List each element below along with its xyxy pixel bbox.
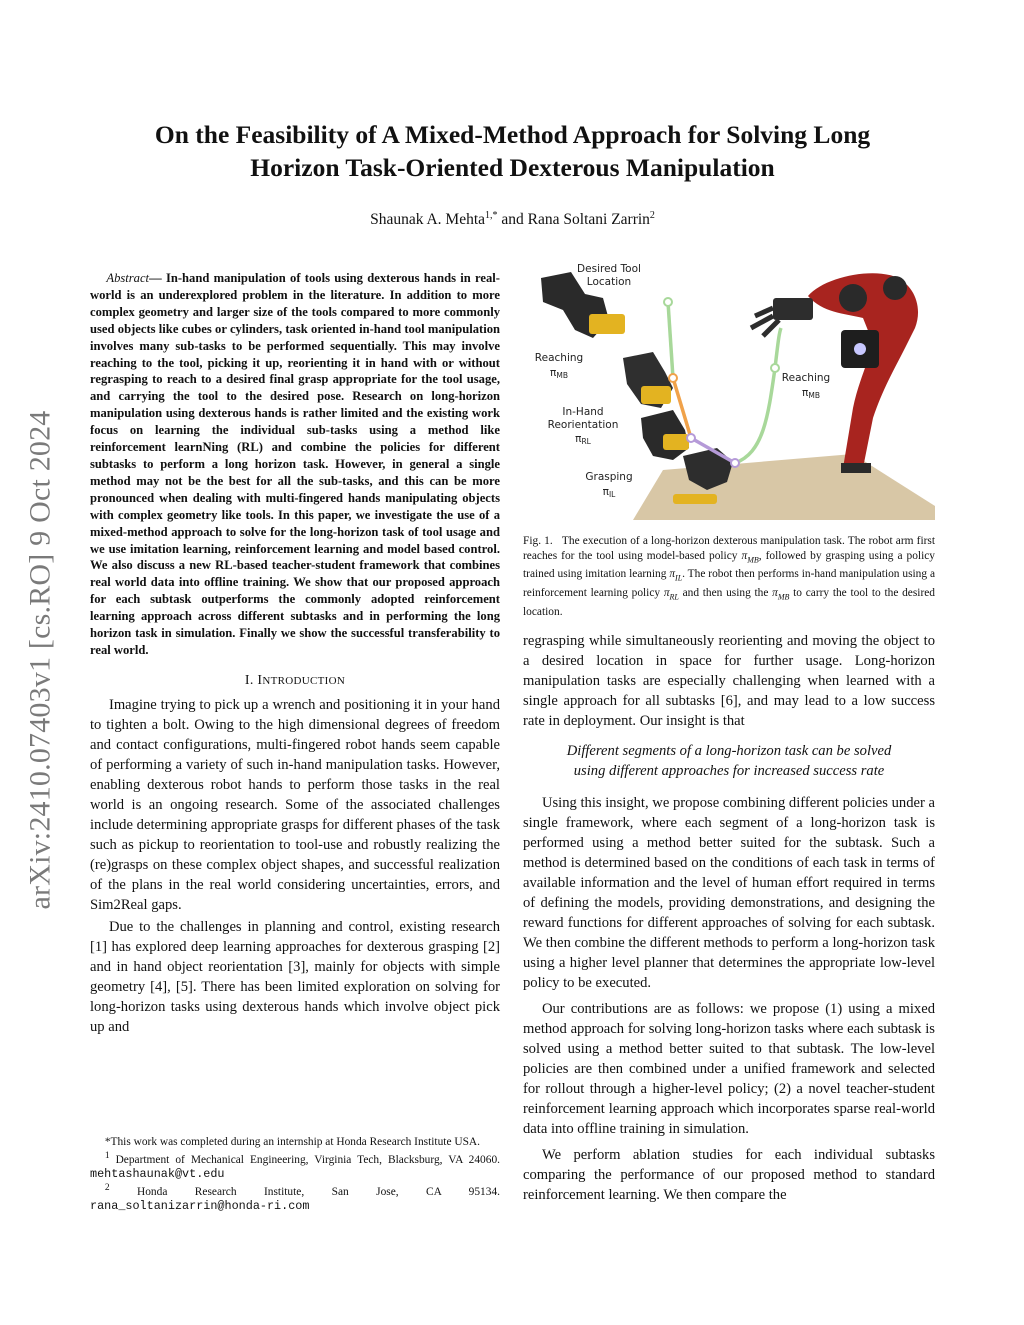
figure-1 [523,258,935,520]
right-paragraph-3: We perform ablation studies for each individual subtasks comparing the performance of our proposed method to standard reinforcement learning. We then compare the [523,1146,935,1203]
waypoint-grasp [731,459,739,467]
waypoint-inhand [687,434,695,442]
robot-joint-shoulder [883,276,907,300]
paper-title [90,118,935,184]
label-reaching-left: Reaching [534,352,584,364]
footnote-2-marker: 2 [104,1182,110,1193]
section-number: I. [244,672,258,688]
footnote-1-email[interactable]: mehtashaunak@vt.edu [90,1166,225,1181]
caption-label: Fig. 1. [523,535,553,547]
caption-sym-rl: π [663,587,670,600]
paper-title-line-2: Horizon Task-Oriented Dexterous Manipulation [250,153,775,182]
abstract [90,270,500,659]
caption-sub-mb-2: MB [777,592,790,602]
footnote-1-marker: 1 [104,1151,110,1161]
author-1-name: Shaunak A. Mehta [370,211,486,229]
abstract-text: In-hand manipulation of tools using dexterous hands in real-world is an underexplored problem in the literature. In addition to more complex geometry and larger size of the tools compared to more commonly used objects like cubes or cylinders, task oriented in-hand tool manipulation involves many sub-tasks to be performed sequentially. This may involve reaching to the tool, picking it up, reorienting it in hand with or without regrasping to reach to a desired final grasp appropriate for the tool usage, and carrying the tool to the desired pose. Research on long-horizon manipulation using dexterous hands is rather limited and the existing work focus on learning the individual sub-tasks using a method like reinforcement learnNing (RL) and combine the policies for different subtasks to perform a long horizon task. However, in general a single method may not be the best for all the sub-tasks, and this can be more pronounced when dealing with multi-fingered hands manipulating objects with complex geometry like tools. In this paper, we investigate the use of a mixed-method approach to solve for the long-horizon task of tool usage and we use imitation learning, reinforcement learning and model based control. We also discuss a new RL-based teacher-student framework that combines real world data into offline training. We show that our proposed approach for each subtask outperforms the commonly adopted reinforcement learning approach across different subtasks and in performing the long horizon task in simulation. Finally we show the successful transferability to real world. [90,271,500,657]
right-paragraph-2: Our contributions are as follows: we propose (1) using a mixed method approach for solving long-horizon tasks where each subtask is solved using a method better suited to that subtask. The low-level policies are then combined under a unified framework and selected for rollout through a higher-level policy; (2) a novel teacher-student reinforcement learning approach which incorporates sparse real-world data into offline training in simulation. [523,1000,935,1137]
tool-on-table [673,494,717,504]
label-pi-il: πIL [602,486,616,499]
intro-paragraph-1: Imagine trying to pick up a wrench and positioning it in your hand to tighten a bolt. Owing to the high dimensional degrees of freedom and contact configurations, multi-fingered robot hands seem capable of performing a variety of such in-hand manipulation tasks. However, enabling dexterous robot hands to perform those tasks in the real world is an ongoing research. Some of the associated challenges include determining appropriate grasps for different phases of the task such as pickup to reorientation to tool-use and robustly realizing the (re)grasps on these complex object shapes, and successful realization of the plans in the real world considering uncertainties, errors, and Sim2Real gaps. [90,696,500,913]
label-pi-rl: πRL [575,433,591,446]
right-column [523,258,938,1205]
robot-base [841,463,871,473]
footnote-2-text: Honda Research Institute, San Jose, CA 95134. [109,1185,500,1198]
waypoint-right [771,364,779,372]
label-pi-mb-left: πMB [550,367,568,380]
caption-text-c: . The robot then performs in-hand manipulation using a reinforcement learning policy [523,568,936,600]
author-conjunction: and [497,211,528,229]
label-pi-mb-right: πMB [802,387,820,400]
left-column [90,270,500,1037]
robot-hand-right [773,298,813,320]
footnote-1-text: Department of Mechanical Engineering, Virginia Tech, Blacksburg, VA 24060. [109,1153,500,1166]
section-heading-introduction [90,673,500,689]
caption-sub-il: IL [675,573,683,583]
author-2-affiliation: 2 [649,210,655,221]
label-reorientation: Reorientation [547,419,619,431]
caption-sym-mb: π [741,549,748,562]
paper-title-line-1: On the Feasibility of A Mixed-Method Approach for Solving Long [154,120,871,149]
insight-line-1: Different segments of a long-horizon task can be solved [566,742,892,759]
label-grasping: Grasping [585,471,633,483]
footnote-affiliation-2 [90,1181,500,1199]
robot-joint-upper [839,284,867,312]
caption-sub-mb: MB [747,554,759,564]
caption-text-e: to carry the tool to the desired location. [523,587,935,618]
footnote-2-email[interactable]: rana_soltanizarrin@honda-ri.com [90,1198,310,1213]
author-2-name: Rana Soltani Zarrin [527,211,650,229]
footnote-internship: *This work was completed during an internship at Honda Research Institute USA. [104,1136,480,1148]
label-location: Location [586,276,632,288]
arxiv-identifier [22,360,58,960]
label-reaching-right: Reaching [781,372,831,384]
figure-1-caption [523,534,938,619]
robot-logo-icon [854,343,866,355]
arxiv-identifier-text: arXiv:2410.07403v1 [cs.RO] 9 Oct 2024 [23,410,57,910]
insight-statement [523,741,935,781]
caption-text-d: and then using the [678,587,773,600]
label-desired-tool: Desired Tool [577,263,641,275]
abstract-dash: — [149,271,166,285]
caption-sym-il: π [669,568,676,581]
right-paragraph-1: Using this insight, we propose combining different policies under a single framework, where each segment of a long-horizon task is performed using a method better suited for the subtask. Such a method is determined based on the conditions of each task in terms of available information and the level of human effort required in terms of defining the models, providing demonstrations, and designing the reward functions for different approaches of solving for each subtask. We then combine the different methods to perform a long-horizon task using a higher level planner that determines the appropriate low-level policy to be executed. [523,794,935,991]
right-paragraph-continued: regrasping while simultaneously reorienting and moving the object to a desired location in space for further usage. Long-horizon manipulation tasks are especially challenging when learned with a single approach for all subtasks [6], and may lead to a low success rate in deployment. Our insight is that [523,632,935,729]
footnote-2-email-line [90,1199,500,1213]
waypoint-desired [664,298,672,306]
waypoint-reaching [669,374,677,382]
caption-sym-mb-2: π [772,587,778,600]
author-list [90,210,935,229]
caption-text-b: , followed by grasping using a policy trained using imitation learning [523,549,935,581]
footnotes [90,1135,500,1213]
section-title-initial: I [257,672,263,688]
figure-1-illustration [523,258,935,520]
abstract-label: Abstract [106,271,150,285]
author-1-affiliation: 1,* [485,210,498,221]
intro-paragraph-2: Due to the challenges in planning and control, existing research [1] has explored deep learning approaches for dexterous grasping [2] and in hand object reorientation [3], mainly for objects with simple geometry [4], [5]. There has been limited exploration on solving for long-horizon tasks using dexterous hands which involve object pick up and [90,918,500,1035]
insight-line-2: using different approaches for increased success rate [573,762,885,779]
section-title-rest: NTRODUCTION [262,674,346,687]
caption-text-a: The execution of a long-horizon dexterous manipulation task. The robot arm first reaches for the tool using model-based policy [523,535,938,562]
footnote-affiliation-1 [90,1149,500,1181]
label-inhand: In-Hand [562,406,604,418]
caption-sub-rl: RL [669,592,679,602]
